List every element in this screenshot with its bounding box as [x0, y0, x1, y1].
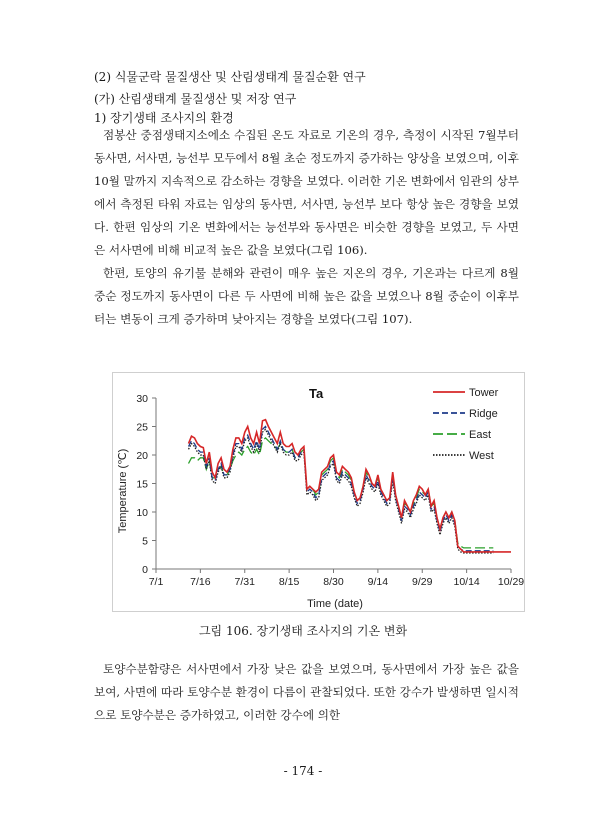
paragraph-text: 점봉산 중점생태지소에소 수집된 온도 자료로 기온의 경우, 측정이 시작된 7월부터 동사면, 서사면, 능선부 모두에서 8월 초순 정도까지 증가하는 양상을 보였으며, 이후 10월 말까지 지속적으로 감소하는 경향을 보였다. 이러한 기온 변화에서 임관의 상부에서 측정된 타워 자료는 임상의 동사면, 서사면, 능선부 보다 항상 높은 경향을 보였다. 한편 임상의 기온 변화에서는 능선부와 동사면은 비슷한 경향을 보였고, 두 사면은 서사면에 비해 비교적 높은 값을 보였다(그림 106). — [94, 128, 519, 257]
chart-title: Ta — [309, 386, 324, 401]
y-tick-label: 15 — [136, 478, 148, 491]
chart-axes — [136, 393, 524, 588]
x-tick-label: 7/31 — [234, 576, 255, 588]
figure-caption: 그림 106. 장기생태 조사지의 기온 변화 — [198, 624, 408, 638]
legend-label-west: West — [469, 450, 494, 462]
series-line-west — [189, 429, 494, 553]
y-tick-label: 5 — [142, 535, 148, 548]
paragraph-text: 토양수분함량은 서사면에서 가장 낮은 값을 보였으며, 동사면에서 가장 높은 값을 보여, 사면에 따라 토양수분 환경이 다름이 관찰되었다. 또한 강수가 발생하면 일시적으로 토양수분은 증가하였고, 이러한 강수에 의한 — [94, 662, 520, 722]
legend-label-east: East — [469, 429, 492, 441]
subsubsection-heading: 1) 장기생태 조사지의 환경 — [94, 111, 234, 125]
legend-label-tower: Tower — [469, 387, 499, 399]
x-axis-label: Time (date) — [307, 598, 363, 610]
temperature-chart — [112, 372, 525, 612]
x-tick-label: 10/14 — [453, 576, 480, 588]
y-tick-label: 25 — [136, 421, 148, 434]
y-tick-label: 0 — [142, 564, 148, 576]
x-tick-label: 9/29 — [412, 576, 433, 588]
x-tick-label: 7/1 — [148, 576, 164, 588]
y-axis-label: Temperature (℃) — [117, 448, 129, 534]
y-tick-label: 10 — [136, 507, 148, 519]
x-tick-label: 8/30 — [323, 576, 344, 588]
x-tick-label: 7/16 — [190, 576, 211, 588]
paragraph-soil-moisture — [94, 658, 519, 727]
y-tick-label: 30 — [136, 393, 148, 405]
chart-svg — [113, 373, 524, 611]
y-tick-label: 20 — [136, 450, 148, 462]
x-tick-label: 9/14 — [367, 576, 389, 588]
chart-lines — [189, 420, 512, 553]
legend-label-ridge: Ridge — [469, 408, 498, 420]
section-heading: (2) 식물군락 물질생산 및 산림생태계 물질순환 연구 — [94, 70, 366, 84]
paragraph-text: 한편, 토양의 유기물 분해와 관련이 매우 높은 지온의 경우, 기온과는 다르게 8월 중순 정도까지 동사면이 다른 두 사면에 비해 높은 값을 보였으나 8월 중순이 이후부터는 변동이 크게 증가하며 낮아지는 경향을 보였다(그림 107). — [94, 266, 519, 326]
paragraph-air-temperature — [94, 124, 519, 262]
paragraph-soil-temperature — [94, 262, 519, 331]
x-tick-label: 8/15 — [278, 576, 300, 588]
x-tick-label: 10/29 — [497, 576, 524, 588]
chart-legend — [433, 387, 499, 462]
page-number: - 174 - — [283, 764, 323, 778]
series-line-tower — [189, 420, 512, 552]
subsection-heading: (가) 산림생태계 물질생산 및 저장 연구 — [94, 92, 297, 106]
